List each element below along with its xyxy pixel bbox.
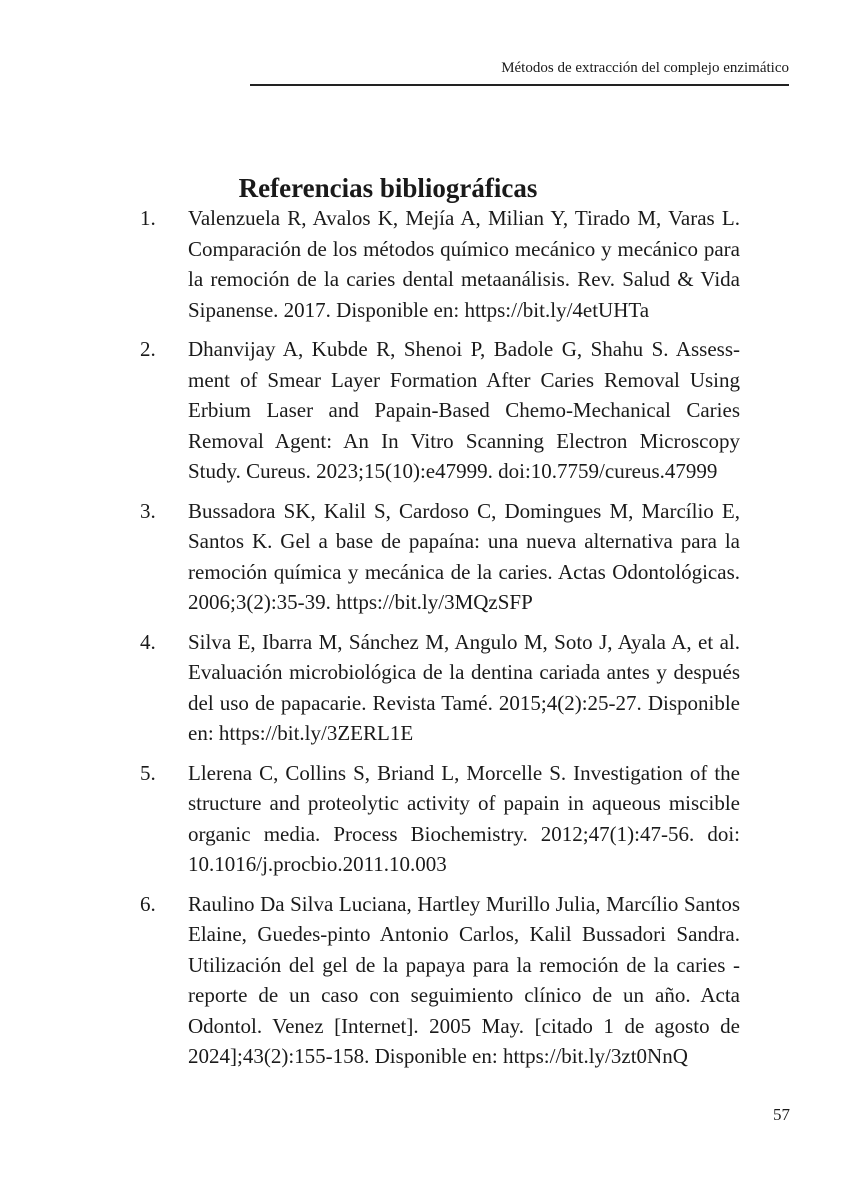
- running-head: Métodos de extracción del complejo enzimático: [501, 60, 789, 76]
- reference-number: 3.: [140, 498, 156, 523]
- reference-number: 1.: [140, 206, 156, 230]
- reference-item: [140, 203, 740, 325]
- reference-item: [140, 334, 740, 487]
- reference-text: Silva E, Ibarra M, Sánchez M, Angulo M, Soto J, Ayala A, et al. Evaluación microbiológica de la dentina cariada antes y después del uso de papacarie. Revista Tamé. 2015;4(2):25-27. Disponible en: https://bit.ly/3ZERL1E: [188, 629, 740, 745]
- reference-item: [140, 627, 740, 749]
- reference-text: Raulino Da Silva Luciana, Hartley Murillo Julia, Marcílio Santos Elaine, Guedes-pinto Antonio Carlos, Kalil Bussadori Sandra. Utilización del gel de la papaya para la remoción de la caries - reporte de un caso con seguimiento clínico de un año. Acta Odontol. Venez [Internet]. 2005 May. [citado 1 de agosto de 2024];43(2):155-158. Disponible en: https://bit.ly/3zt0NnQ: [188, 891, 740, 1068]
- page-number: 57: [773, 1105, 790, 1124]
- reference-number: 4.: [140, 629, 156, 654]
- section-title: Referencias bibliográficas: [238, 173, 538, 204]
- reference-text: Dhanvijay A, Kubde R, Shenoi P, Badole G, Shahu S. Assessment of Smear Layer Formation After Caries Removal Using Erbium Laser and Papain-Based Chemo-Mechanical Caries Removal Agent: An In Vitro Scanning Electron Microscopy Study. Cureus. 2023;15(10):e47999. doi:10.7759/cureus.47999: [188, 337, 740, 483]
- reference-list: [140, 203, 740, 1081]
- reference-text: Valenzuela R, Avalos K, Mejía A, Milian Y, Tirado M, Varas L. Comparación de los métodos químico mecánico y mecánico para la remoción de la caries dental metaanálisis. Rev. Salud & Vida Sipanense. 2017. Disponible en: https://bit.ly/4etUHTa: [188, 206, 740, 322]
- reference-item: [140, 758, 740, 880]
- reference-item: [140, 889, 740, 1072]
- reference-text: Llerena C, Collins S, Briand L, Morcelle S. Investigation of the structure and proteolytic activity of papain in aqueous miscible organic media. Process Biochemistry. 2012;47(1):47-56. doi: 10.1016/j.procbio.2011.10.003: [188, 760, 740, 876]
- reference-text: Bussadora SK, Kalil S, Cardoso C, Domingues M, Marcílio E, Santos K. Gel a base de papaína: una nueva alternativa para la remoción química y mecánica de la caries. Actas Odontológicas. 2006;3(2):35-39. https://bit.ly/3MQzSFP: [188, 498, 740, 614]
- reference-number: 2.: [140, 337, 156, 361]
- reference-number: 6.: [140, 891, 156, 916]
- reference-item: [140, 496, 740, 618]
- header-rule: [250, 84, 789, 86]
- reference-number: 5.: [140, 760, 156, 785]
